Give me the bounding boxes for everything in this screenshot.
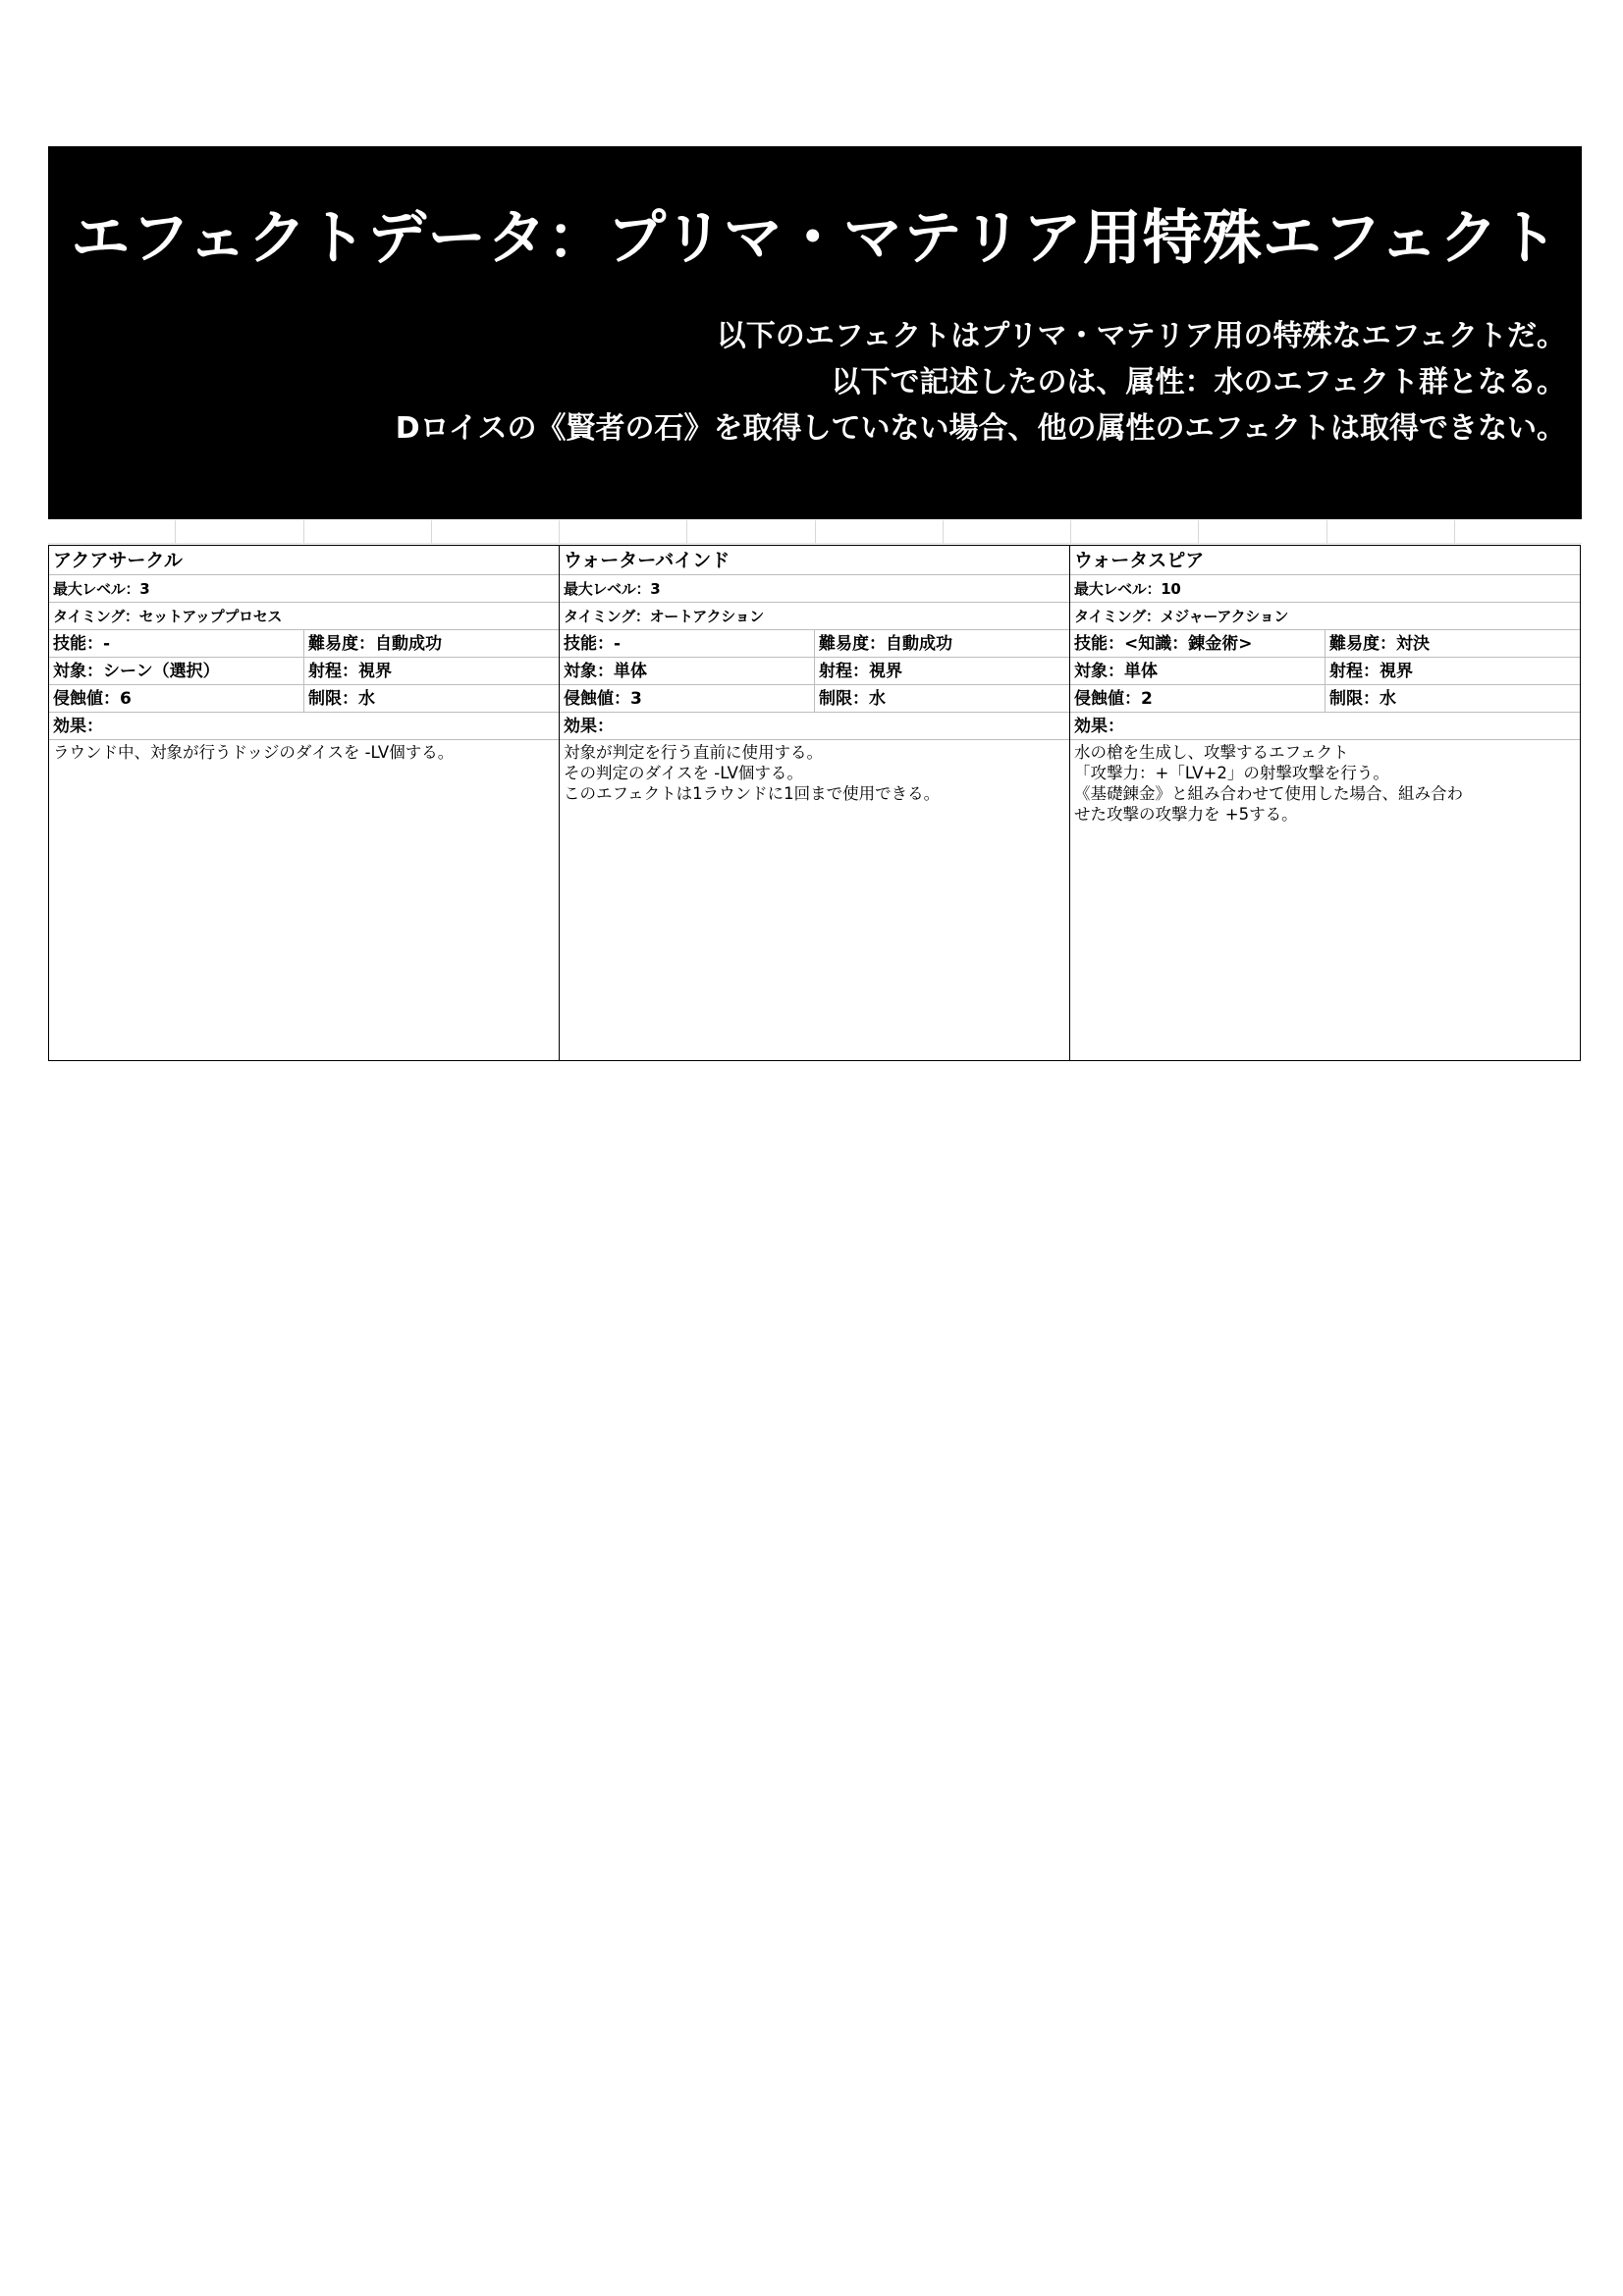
grid-cell (1199, 520, 1326, 544)
page-title: エフェクトデータ：プリマ・マテリア用特殊エフェクト (71, 204, 1559, 273)
effect-range: 射程：視界 (814, 658, 1069, 684)
effect-skill: 技能：- (564, 634, 622, 654)
effect-description (560, 740, 1069, 1060)
effect-restriction: 制限：水 (303, 685, 559, 712)
grid-cell (1071, 520, 1199, 544)
effect-description-line: 対象が判定を行う直前に使用する。 (564, 743, 823, 762)
effect-card-water-bind (560, 546, 1070, 1060)
effect-erosion: 侵蝕値：3 (564, 689, 642, 709)
effect-target: 対象：単体 (1074, 662, 1158, 681)
effect-label: 効果： (564, 717, 614, 736)
effect-description-line: ラウンド中、対象が行うドッジのダイスを -LV個する。 (53, 743, 455, 762)
effect-range: 射程：視界 (1325, 658, 1580, 684)
effect-description (49, 740, 559, 1060)
effect-description-line: 水の槍を生成し、攻撃するエフェクト (1074, 743, 1349, 762)
effect-name: ウォータスピア (1074, 550, 1205, 571)
effect-max-level: 最大レベル：10 (1074, 580, 1181, 598)
grid-cell (944, 520, 1071, 544)
grid-cell (1327, 520, 1455, 544)
header-banner (48, 146, 1582, 519)
effect-description-line: せた攻撃の攻撃力を +5する。 (1074, 805, 1298, 824)
description-line: 以下のエフェクトはプリマ・マテリア用の特殊なエフェクトだ。 (716, 319, 1566, 353)
effect-erosion: 侵蝕値：2 (1074, 689, 1153, 709)
effect-skill: 技能：<知識：錬金術> (1074, 634, 1253, 654)
effect-card-aqua-circle (49, 546, 560, 1060)
effect-description-line: その判定のダイスを -LV個する。 (564, 764, 803, 782)
effect-max-level: 最大レベル：3 (564, 580, 661, 598)
effect-table (48, 545, 1581, 1061)
effect-label: 効果： (53, 717, 103, 736)
grid-cell (816, 520, 944, 544)
effect-timing: タイミング：メジャーアクション (1074, 608, 1289, 625)
effect-description-line: 《基礎錬金》と組み合わせて使用した場合、組み合わ (1074, 784, 1463, 803)
effect-target: 対象：シーン（選択） (53, 662, 220, 681)
grid-cell (432, 520, 560, 544)
effect-name: アクアサークル (53, 550, 183, 571)
effect-restriction: 制限：水 (814, 685, 1069, 712)
effect-timing: タイミング：セットアッププロセス (53, 608, 283, 625)
grid-cell (560, 520, 687, 544)
effect-skill: 技能：- (53, 634, 111, 654)
grid-ruler-row (48, 520, 1582, 544)
effect-target: 対象：単体 (564, 662, 647, 681)
effect-range: 射程：視界 (303, 658, 559, 684)
effect-name: ウォーターバインド (564, 550, 730, 571)
effect-description (1070, 740, 1580, 1060)
grid-cell (687, 520, 815, 544)
effect-description-line: このエフェクトは1ラウンドに1回まで使用できる。 (564, 784, 941, 803)
effect-erosion: 侵蝕値：6 (53, 689, 132, 709)
effect-difficulty: 難易度：自動成功 (814, 630, 1069, 657)
effect-description-line: 「攻撃力：+「LV+2」の射撃攻撃を行う。 (1074, 764, 1389, 782)
effect-difficulty: 難易度：自動成功 (303, 630, 559, 657)
grid-cell (304, 520, 432, 544)
effect-restriction: 制限：水 (1325, 685, 1580, 712)
effect-difficulty: 難易度：対決 (1325, 630, 1580, 657)
effect-max-level: 最大レベル：3 (53, 580, 150, 598)
grid-cell (1455, 520, 1582, 544)
effect-timing: タイミング：オートアクション (564, 608, 765, 625)
description-line: Dロイスの《賢者の石》を取得していない場合、他の属性のエフェクトは取得できない。 (395, 411, 1566, 446)
effect-card-water-spear (1070, 546, 1580, 1060)
effect-label: 効果： (1074, 717, 1124, 736)
description-line: 以下で記述したのは、属性：水のエフェクト群となる。 (831, 365, 1566, 400)
grid-cell (48, 520, 176, 544)
header-description (396, 313, 1566, 452)
grid-cell (176, 520, 303, 544)
